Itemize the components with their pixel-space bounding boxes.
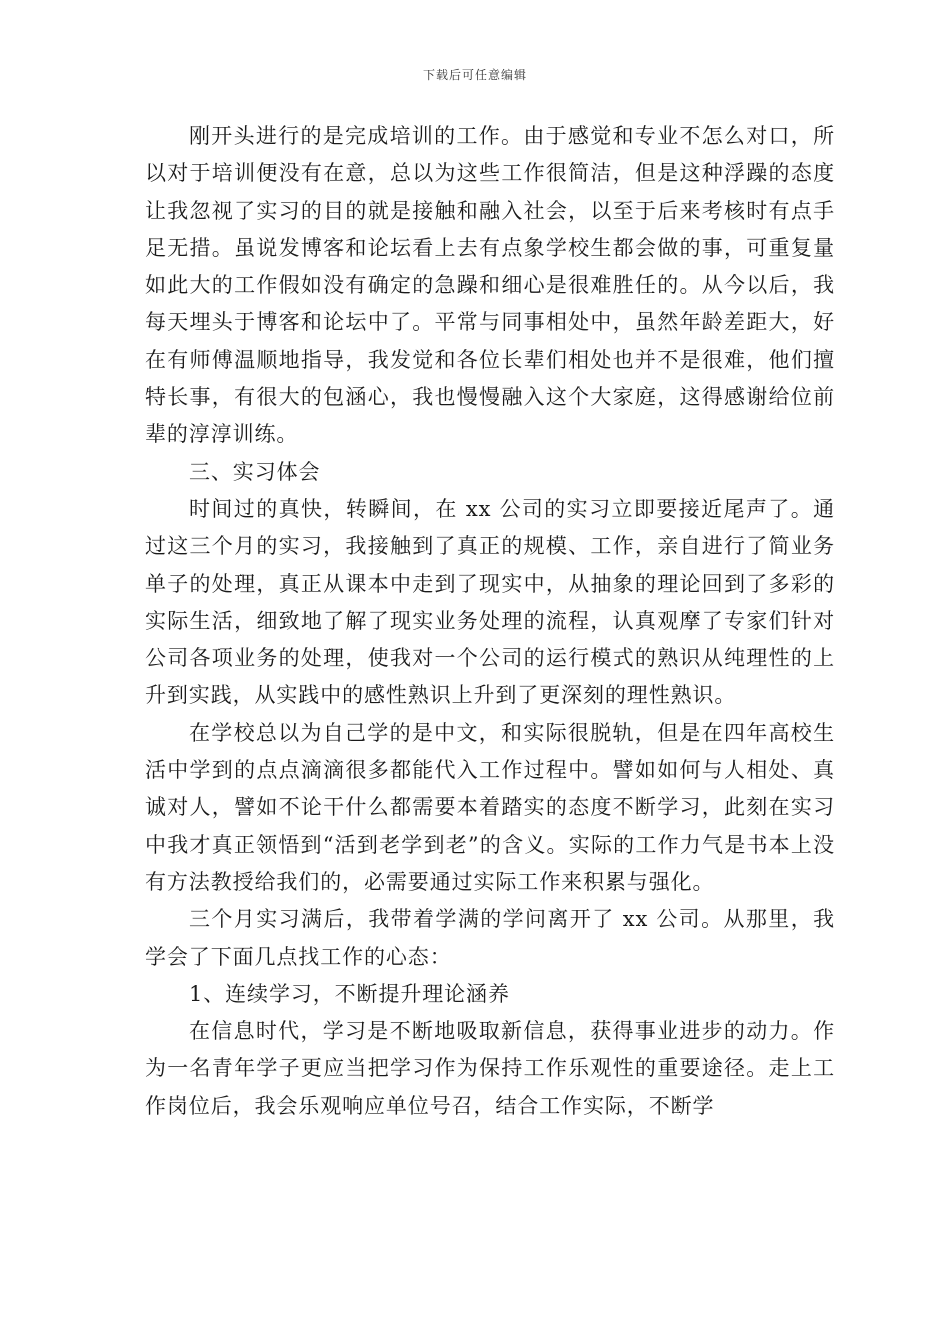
subsection-heading: 1、连续学习，不断提升理论涵养 xyxy=(189,981,510,1006)
paragraph: 三个月实习满后，我带着学满的学问离开了 xx 公司。从那里，我学会了下面几点找工作的心态： xyxy=(145,907,835,969)
page-header: 下载后可任意编辑 xyxy=(422,68,527,82)
paragraph: 在信息时代，学习是不断地吸取新信息，获得事业进步的动力。作为一名青年学子更应当把学习作为保持工作乐观性的重要途径。走上工作岗位后，我会乐观响应单位号召，结合工作实际，不断学 xyxy=(145,1019,835,1118)
paragraph: 刚开头进行的是完成培训的工作。由于感觉和专业不怎么对口，所以对于培训便没有在意，总以为这些工作很简洁，但是这种浮躁的态度让我忽视了实习的目的就是接触和融入社会，以至于后来考核时有点手足无措。虽说发博客和论坛看上去有点象学校生都会做的事，可重复量如此大的工作假如没有确定的急躁和细心是很难胜任的。从今以后，我每天埋头于博客和论坛中了。平常与同事相处中，虽然年龄差距大，好在有师傅温顺地指导，我发觉和各位长辈们相处也并不是很难，他们擅特长事，有很大的包涵心，我也慢慢融入这个大家庭，这得感谢给位前辈的淳淳训练。 xyxy=(145,124,835,447)
section-heading: 三、实习体会 xyxy=(189,459,321,484)
document-body xyxy=(145,118,835,1125)
paragraph: 时间过的真快，转瞬间，在 xx 公司的实习立即要接近尾声了。通过这三个月的实习，我接触到了真正的规模、工作，亲自进行了简业务单子的处理，真正从课本中走到了现实中，从抽象的理论回到了多彩的实际生活，细致地了解了现实业务处理的流程，认真观摩了专家们针对公司各项业务的处理，使我对一个公司的运行模式的熟识从纯理性的上升到实践，从实践中的感性熟识上升到了更深刻的理性熟识。 xyxy=(145,496,835,708)
paragraph: 在学校总以为自己学的是中文，和实际很脱轨，但是在四年高校生活中学到的点点滴滴很多都能代入工作过程中。譬如如何与人相处、真诚对人，譬如不论干什么都需要本着踏实的态度不断学习，此刻在实习中我才真正领悟到“活到老学到老”的含义。实际的工作力气是书本上没有方法教授给我们的，必需要通过实际工作来积累与强化。 xyxy=(145,720,835,894)
